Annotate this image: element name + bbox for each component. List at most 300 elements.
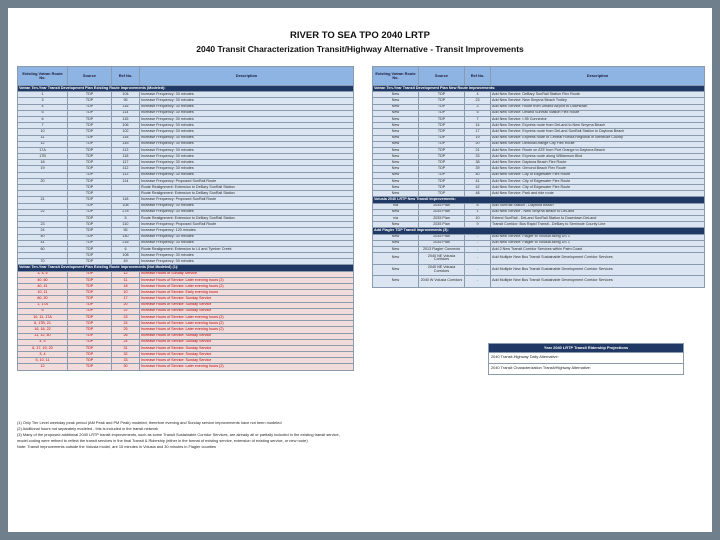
route-cell: 41 [18, 240, 68, 246]
source-cell: TDP [68, 271, 112, 277]
header-row [373, 67, 705, 86]
route-cell: 6, 17, 19, 20 [18, 345, 68, 351]
route-cell: New [373, 234, 419, 240]
route-cell: New [373, 166, 419, 172]
ref-cell: 20 [465, 141, 491, 147]
source-cell: TDP [68, 302, 112, 308]
ref-cell: 11 [112, 277, 140, 283]
description-cell: Increase Frequency: 30 minutes [140, 92, 354, 98]
source-cell: TDP [68, 104, 112, 110]
ref-cell: 30 [112, 364, 140, 370]
route-cell: 1, 17A [18, 302, 68, 308]
column-header-ref: Ref No. [465, 67, 491, 86]
source-cell: TDP [68, 358, 112, 364]
description-cell: Increase Frequency: 30 minutes [140, 203, 354, 209]
ref-cell: 102 [112, 129, 140, 135]
right-improvements-table [372, 66, 705, 288]
route-cell: 6, 17B, 21 [18, 321, 68, 327]
description-cell: Add 2 New Transit Corridor Services within Palm Coast [491, 246, 705, 252]
source-cell: TDP [68, 333, 112, 339]
route-cell: 24 [18, 228, 68, 234]
description-cell: Route Realignment: Extension to DeBary SunRail Station [140, 215, 354, 221]
ref-cell: 20 [112, 302, 140, 308]
route-cell: 10, 11 [18, 290, 68, 296]
route-cell: 7 [18, 123, 68, 129]
route-cell: New [373, 104, 419, 110]
source-cell: TDP [68, 98, 112, 104]
column-header-route: Existing Votran Route No. [373, 67, 419, 86]
ref-cell: 12 [112, 271, 140, 277]
route-cell: 1 [18, 92, 68, 98]
source-cell: TDP [68, 141, 112, 147]
page [8, 8, 712, 532]
description-cell: Add New Service: Express route along Williamson Blvd [491, 154, 705, 160]
route-cell: New [373, 147, 419, 153]
description-cell: Increase Frequency: 30 minutes [140, 110, 354, 116]
ref-cell: 145 [112, 141, 140, 147]
ref-cell: 118 [112, 154, 140, 160]
route-cell: 11 [18, 135, 68, 141]
route-cell: New [373, 222, 419, 228]
description-cell: Increase Hours of Service: Sunday Service [140, 345, 354, 351]
description-cell: Increase Hours of Service: Later evening hours (2) [140, 277, 354, 283]
route-cell: 3, 4, 5 [18, 271, 68, 277]
left-improvements-table [17, 66, 354, 371]
route-cell: 4 [18, 104, 68, 110]
ref-cell: 278 [112, 209, 140, 215]
description-cell: Increase Frequency: 30 minutes [140, 259, 354, 265]
source-cell: TDP [68, 259, 112, 265]
source-cell: TDP [68, 172, 112, 178]
source-cell: TDP [419, 160, 465, 166]
source-cell: TDP [68, 277, 112, 283]
source-cell: TDP [68, 203, 112, 209]
route-cell: New [373, 264, 419, 276]
route-cell: New [373, 129, 419, 135]
ref-cell: 23 [465, 98, 491, 104]
source-cell: 2035 Plan [419, 203, 465, 209]
ref-cell: 108 [112, 203, 140, 209]
route-cell: 21 [18, 197, 68, 203]
ref-cell: 10 [112, 290, 140, 296]
route-cell: n/a [373, 203, 419, 209]
footnote: (3) Many of the proposed additional 2040 LRTP transit improvements, such as some Transit Sustainable Corridor Services, are already all or partially included in the existing transit service, [17, 432, 340, 437]
route-cell: New [373, 116, 419, 122]
description-cell: Increase Hours of Service: Later evening hours (2) [140, 314, 354, 320]
route-cell: New [373, 240, 419, 246]
ref-cell: 144 [112, 135, 140, 141]
source-cell: TDP [68, 129, 112, 135]
source-cell: TDP [419, 129, 465, 135]
route-cell: New [373, 253, 419, 265]
route-cell: 3, 4 [18, 352, 68, 358]
description-cell: Add New Service: Express route to Central Florida Regional in Seminole County [491, 135, 705, 141]
description-cell: Increase Hours of Service: Sunday Service [140, 339, 354, 345]
source-cell: TDP [68, 228, 112, 234]
description-cell: Increase Hours of Service: Sunday Service [140, 302, 354, 308]
ref-cell: 33 [112, 358, 140, 364]
route-cell: 22 [18, 209, 68, 215]
column-header-description: Description [140, 67, 354, 86]
source-cell: TDP [68, 327, 112, 333]
route-cell: 5, 10, 11 [18, 358, 68, 364]
description-cell: Increase Frequency: 30 minutes [140, 154, 354, 160]
route-cell: 23 [18, 222, 68, 228]
ref-cell: 26 [112, 333, 140, 339]
route-cell: 40, 60 [18, 277, 68, 283]
source-cell: TDP [419, 147, 465, 153]
ref-cell: 32 [112, 352, 140, 358]
source-cell: TDP [68, 191, 112, 197]
ref-cell: 95 [112, 98, 140, 104]
source-cell: TDP [68, 197, 112, 203]
description-cell: Increase Frequency: 30 minutes [140, 166, 354, 172]
ref-cell: 55 [112, 228, 140, 234]
page-title: RIVER TO SEA TPO 2040 LRTP [290, 30, 430, 41]
route-cell: New [373, 110, 419, 116]
ref-cell: - [465, 234, 491, 240]
description-cell: Increase Frequency: Proposed SunRail Route [140, 222, 354, 228]
route-cell: New [373, 172, 419, 178]
route-cell: 40, 41 [18, 284, 68, 290]
ref-cell: 5 [465, 110, 491, 116]
description-cell: Increase Frequency: 30 minutes [140, 129, 354, 135]
ref-cell: 113 [112, 172, 140, 178]
description-cell: Add New Service: I-95 Connector [491, 116, 705, 122]
ref-cell: 4 [465, 92, 491, 98]
source-cell: TDP [68, 222, 112, 228]
route-cell: New [373, 276, 419, 288]
section-heading: Votran Ten-Year Transit Development Plan Existing Route Improvements (Modeled): [18, 86, 354, 92]
description-cell: Add New Service: Ormond Beach Flex Route [491, 166, 705, 172]
footnote: (2) Additional hours not separately modeled - this is included in the transit network [17, 426, 159, 431]
source-cell: TDP [68, 296, 112, 302]
ref-cell: 5 [112, 215, 140, 221]
source-cell: TDP [68, 234, 112, 240]
description-cell: Increase Frequency: 30 minutes [140, 123, 354, 129]
description-cell: Increase Frequency: 30 minutes [140, 98, 354, 104]
description-cell: Add New Service - New Smyrna Beach to DeLand [491, 209, 705, 215]
ref-cell: - [465, 276, 491, 288]
description-cell: Increase Frequency: 30 minutes [140, 147, 354, 153]
source-cell: TDP [419, 110, 465, 116]
source-cell: TDP [419, 135, 465, 141]
source-cell: 2035 Plan [419, 234, 465, 240]
source-cell: TDP [419, 185, 465, 191]
description-cell: Increase Frequency: Proposed SunRail Route [140, 197, 354, 203]
ref-cell: 3 [465, 104, 491, 110]
route-cell: 17A [18, 147, 68, 153]
route-cell: New [373, 185, 419, 191]
ref-cell: 25 [112, 327, 140, 333]
footnote: Note: Transit improvements outside the Volusia model, are 15 minutes in Volusia and 30 minutes in Flagler counties [17, 444, 216, 449]
route-cell: New [373, 141, 419, 147]
description-cell: Add New Service: Express route from DeLand SunRail Station to Daytona Beach [491, 129, 705, 135]
source-cell: TDP [68, 321, 112, 327]
source-cell: 2035 Plan [419, 222, 465, 228]
route-cell: 18 [18, 160, 68, 166]
header-row [18, 67, 354, 86]
column-header-route: Existing Votran Route No. [18, 67, 68, 86]
column-header-source: Source [419, 67, 465, 86]
ref-cell: 14 [465, 123, 491, 129]
footnote: model coding were refined to reflect the transit services in the final Transit & Ridership (either in the format of existing service, extension of existing service, or new route) [17, 438, 308, 443]
section-heading: Votran Ten-Year Transit Development Plan Existing Route Improvements (Not Modeled) (1): [18, 265, 354, 271]
ref-cell: - [465, 264, 491, 276]
description-cell: Add New Service: City of Edgewater Flex Route [491, 172, 705, 178]
source-cell: TDP [68, 166, 112, 172]
description-cell: Increase Frequency: 30 minutes [140, 234, 354, 240]
source-cell: TDP [68, 92, 112, 98]
ridership-projections-table [488, 343, 684, 375]
route-cell: 20 [18, 178, 68, 184]
source-cell: TDP [68, 339, 112, 345]
description-cell: Add Multiple New Bus Transit Sustainable Development Corridor Services [491, 253, 705, 265]
ref-cell: 10 [465, 215, 491, 221]
route-cell: 60, 20 [18, 296, 68, 302]
route-cell: 16, 18, 22 [18, 327, 68, 333]
table-row [18, 364, 354, 370]
source-cell: TDP [419, 116, 465, 122]
source-cell: TDP [68, 209, 112, 215]
description-cell: Increase Frequency: 30 minutes [140, 253, 354, 259]
ref-cell: 18 [112, 284, 140, 290]
route-cell: 3 [18, 98, 68, 104]
description-cell: Increase Hours of Service: Sunday Service [140, 358, 354, 364]
table-row [373, 264, 705, 276]
source-cell: TDP [68, 123, 112, 129]
section-heading: Votran Ten-Year Transit Development Plan New Route Improvements: [373, 86, 705, 92]
source-cell: TDP [419, 104, 465, 110]
source-cell: TDP [68, 246, 112, 252]
description-cell: Increase Frequency: 30 minutes [140, 135, 354, 141]
column-header-ref: Ref No. [112, 67, 140, 86]
description-cell: Increase Frequency: 30 minutes [140, 240, 354, 246]
source-cell: TDP [68, 116, 112, 122]
section-heading: Volusia 2040 LRTP New Transit Improvements: [373, 197, 705, 203]
ref-cell: 24 [112, 321, 140, 327]
description-cell: Add New Service: Deltona/Orange City Flex Route [491, 141, 705, 147]
description-cell: Add New Service: Flagler to Volusia along US 1 [491, 240, 705, 246]
description-cell: Add New Service: Park and ride route [491, 191, 705, 197]
route-cell: New [373, 135, 419, 141]
description-cell: Add New Service: Flagler to Volusia along US 1 [491, 234, 705, 240]
description-cell: Add New Service: DeBary SunRail Station Flex Route [491, 92, 705, 98]
ref-cell: 23 [112, 314, 140, 320]
description-cell: Add Multiple New Bus Transit Sustainable Development Corridor Services [491, 276, 705, 288]
source-cell: TDP [419, 191, 465, 197]
route-cell: New [373, 154, 419, 160]
description-cell: Increase Hours of Service: Sunday Service [140, 308, 354, 314]
source-cell: TDP [68, 308, 112, 314]
ref-cell: 33 [465, 154, 491, 160]
source-cell: TDP [68, 314, 112, 320]
ref-cell: - [465, 253, 491, 265]
table-row [373, 276, 705, 288]
source-cell: 2040 NE Volusia Corridors [419, 264, 465, 276]
footnote: (1) Only Tier Level weekday peak period (AM Peak and PM Peak) modeled; therefore evening and Sunday service improvements have not been modeled [17, 420, 282, 425]
description-cell: Extend SunRail - DeLand SunRail Station to Downtown DeLand [491, 215, 705, 221]
route-cell: 6 [18, 116, 68, 122]
route-cell: 12 [18, 141, 68, 147]
table-row [373, 253, 705, 265]
route-cell: New [373, 191, 419, 197]
ref-cell: 118 [112, 197, 140, 203]
description-cell: Add New Service: Route from Deland Airport to Downtown [491, 104, 705, 110]
source-cell: TDP [68, 160, 112, 166]
ref-cell: 114 [112, 110, 140, 116]
section-heading: Add Flagler TDP Transit Improvements (3): [373, 228, 705, 234]
route-cell: New [373, 178, 419, 184]
source-cell: TDP [68, 240, 112, 246]
column-header-source: Source [68, 67, 112, 86]
source-cell: 2013 Flagler Connects [419, 246, 465, 252]
route-cell: New [373, 98, 419, 104]
projection-row: 2040 Transit-Highway Daily Alternative: [489, 353, 684, 364]
description-cell: Add New Service: Daytona Beach Flex Route [491, 160, 705, 166]
source-cell: TDP [68, 253, 112, 259]
ref-cell: 117 [112, 160, 140, 166]
description-cell: Route Realignment: Extension to I-4 and Tymber Creek [140, 246, 354, 252]
description-cell: Increase Hours of Service: Early evening hours [140, 290, 354, 296]
ref-cell: 7 [465, 116, 491, 122]
footnotes [17, 420, 362, 450]
route-cell: 40 [18, 234, 68, 240]
ref-cell: 39 [465, 166, 491, 172]
route-cell: New [373, 209, 419, 215]
description-cell: Add New Service: Route on ATE from Port Orange to Daytona Beach [491, 147, 705, 153]
ref-cell: 112 [112, 166, 140, 172]
source-cell: TDP [419, 98, 465, 104]
description-cell: Add SunRail Station - Daytona Beach [491, 203, 705, 209]
description-cell: Route Realignment: Extension to DeBary SunRail Station [140, 185, 354, 191]
ref-cell: 19 [465, 135, 491, 141]
source-cell: TDP [68, 154, 112, 160]
projection-row: 2040 Transit Characterization Transit/Highway Alternative: [489, 364, 684, 375]
ref-cell: 106 [112, 123, 140, 129]
description-cell: Add New Service: New Smyrna Beach Trolley [491, 98, 705, 104]
route-cell: 11, 12, 40 [18, 333, 68, 339]
description-cell: Increase Hours of Service: Later evening hours (2) [140, 321, 354, 327]
ref-cell: - [465, 246, 491, 252]
ref-cell: 42 [465, 185, 491, 191]
description-cell: Increase Hours of Service: Sunday Service [140, 333, 354, 339]
route-cell: 10 [18, 129, 68, 135]
ref-cell: 216 [112, 240, 140, 246]
ref-cell: 22 [112, 308, 140, 314]
description-cell: Increase Hours of Service: Sunday Service [140, 296, 354, 302]
description-cell: Increase Hours of Sunday Service [140, 271, 354, 277]
description-cell: Increase Frequency: 30 minutes [140, 141, 354, 147]
ref-cell: 17 [465, 129, 491, 135]
description-cell: Increase Hours of Service: Later evening hours (2) [140, 364, 354, 370]
source-cell: TDP [419, 123, 465, 129]
route-cell: New [373, 92, 419, 98]
description-cell: Increase Frequency: 30 minutes [140, 209, 354, 215]
route-cell: n/a [373, 215, 419, 221]
source-cell: TDP [68, 110, 112, 116]
source-cell: TDP [68, 345, 112, 351]
source-cell: TDP [68, 284, 112, 290]
source-cell: 2035 Plan [419, 215, 465, 221]
route-cell: New [373, 246, 419, 252]
source-cell: TDP [68, 352, 112, 358]
description-cell: Increase Hours of Service: Sunday Service [140, 352, 354, 358]
ref-cell: 113 [112, 147, 140, 153]
description-cell: Add New Service: City of Edgewater Flex Route [491, 178, 705, 184]
description-cell: Increase Frequency: 30 minutes [140, 172, 354, 178]
description-cell: Increase Frequency: Proposed SunRail Route [140, 178, 354, 184]
source-cell: TDP [68, 135, 112, 141]
route-cell: 19 [18, 166, 68, 172]
projections-heading: Year 2040 LRTP Transit Ridership Projections [489, 344, 684, 353]
route-cell: 17B [18, 154, 68, 160]
ref-cell: 21 [465, 147, 491, 153]
column-header-description: Description [491, 67, 705, 86]
ref-cell: 31 [112, 345, 140, 351]
ref-cell: 110 [112, 222, 140, 228]
ref-cell: 49 [112, 259, 140, 265]
ref-cell: 17 [112, 296, 140, 302]
route-cell: 10, 11, 17A [18, 314, 68, 320]
ref-cell: 9 [465, 222, 491, 228]
ref-cell: 114 [112, 178, 140, 184]
description-cell: Transit Corridor: Bus Rapid Transit - DeBary to Seminole County Line [491, 222, 705, 228]
ref-cell: 1 [465, 209, 491, 215]
route-cell: 5 [18, 110, 68, 116]
source-cell: 2040 NE Volusia Corridors [419, 253, 465, 265]
ref-cell: 8 [465, 203, 491, 209]
ref-cell: 38 [465, 160, 491, 166]
source-cell: TDP [419, 92, 465, 98]
source-cell: 2040 W Volusia Corridors [419, 276, 465, 288]
ref-cell: 40 [465, 172, 491, 178]
description-cell: Add New Service: City of Edgewater Flex Route [491, 185, 705, 191]
source-cell: TDP [68, 215, 112, 221]
source-cell: TDP [419, 172, 465, 178]
ref-cell: 116 [112, 104, 140, 110]
route-cell: 4, 5 [18, 339, 68, 345]
source-cell: 2035 Plan [419, 240, 465, 246]
source-cell: 2035 Plan [419, 209, 465, 215]
route-cell: 12 [18, 364, 68, 370]
ref-cell: 6 [112, 246, 140, 252]
source-cell: TDP [419, 166, 465, 172]
ref-cell: 108 [112, 253, 140, 259]
description-cell: Increase Hours of Service: Later evening hours (2) [140, 284, 354, 290]
source-cell: TDP [68, 364, 112, 370]
source-cell: TDP [68, 147, 112, 153]
description-cell: Increase Hours of Service: Later evening hours (2) [140, 327, 354, 333]
description-cell: Increase Frequency: 30 minutes [140, 160, 354, 166]
description-cell: Route Realignment: Extension to DeBary SunRail Station [140, 191, 354, 197]
route-cell: New [373, 160, 419, 166]
ref-cell: 48 [465, 191, 491, 197]
route-cell: 70 [18, 259, 68, 265]
route-cell: New [373, 123, 419, 129]
description-cell: Increase Frequency: 30 minutes [140, 104, 354, 110]
ref-cell: 41 [465, 178, 491, 184]
ref-cell: 115 [112, 116, 140, 122]
description-cell: Add Multiple New Bus Transit Sustainable Development Corridor Services [491, 264, 705, 276]
ref-cell: 24 [112, 339, 140, 345]
source-cell: TDP [68, 178, 112, 184]
source-cell: TDP [419, 178, 465, 184]
source-cell: TDP [419, 154, 465, 160]
description-cell: Increase Frequency: 120 minutes [140, 228, 354, 234]
page-subtitle: 2040 Transit Characterization Transit/Highway Alternative - Transit Improvements [196, 44, 524, 54]
ref-cell: 104 [112, 92, 140, 98]
